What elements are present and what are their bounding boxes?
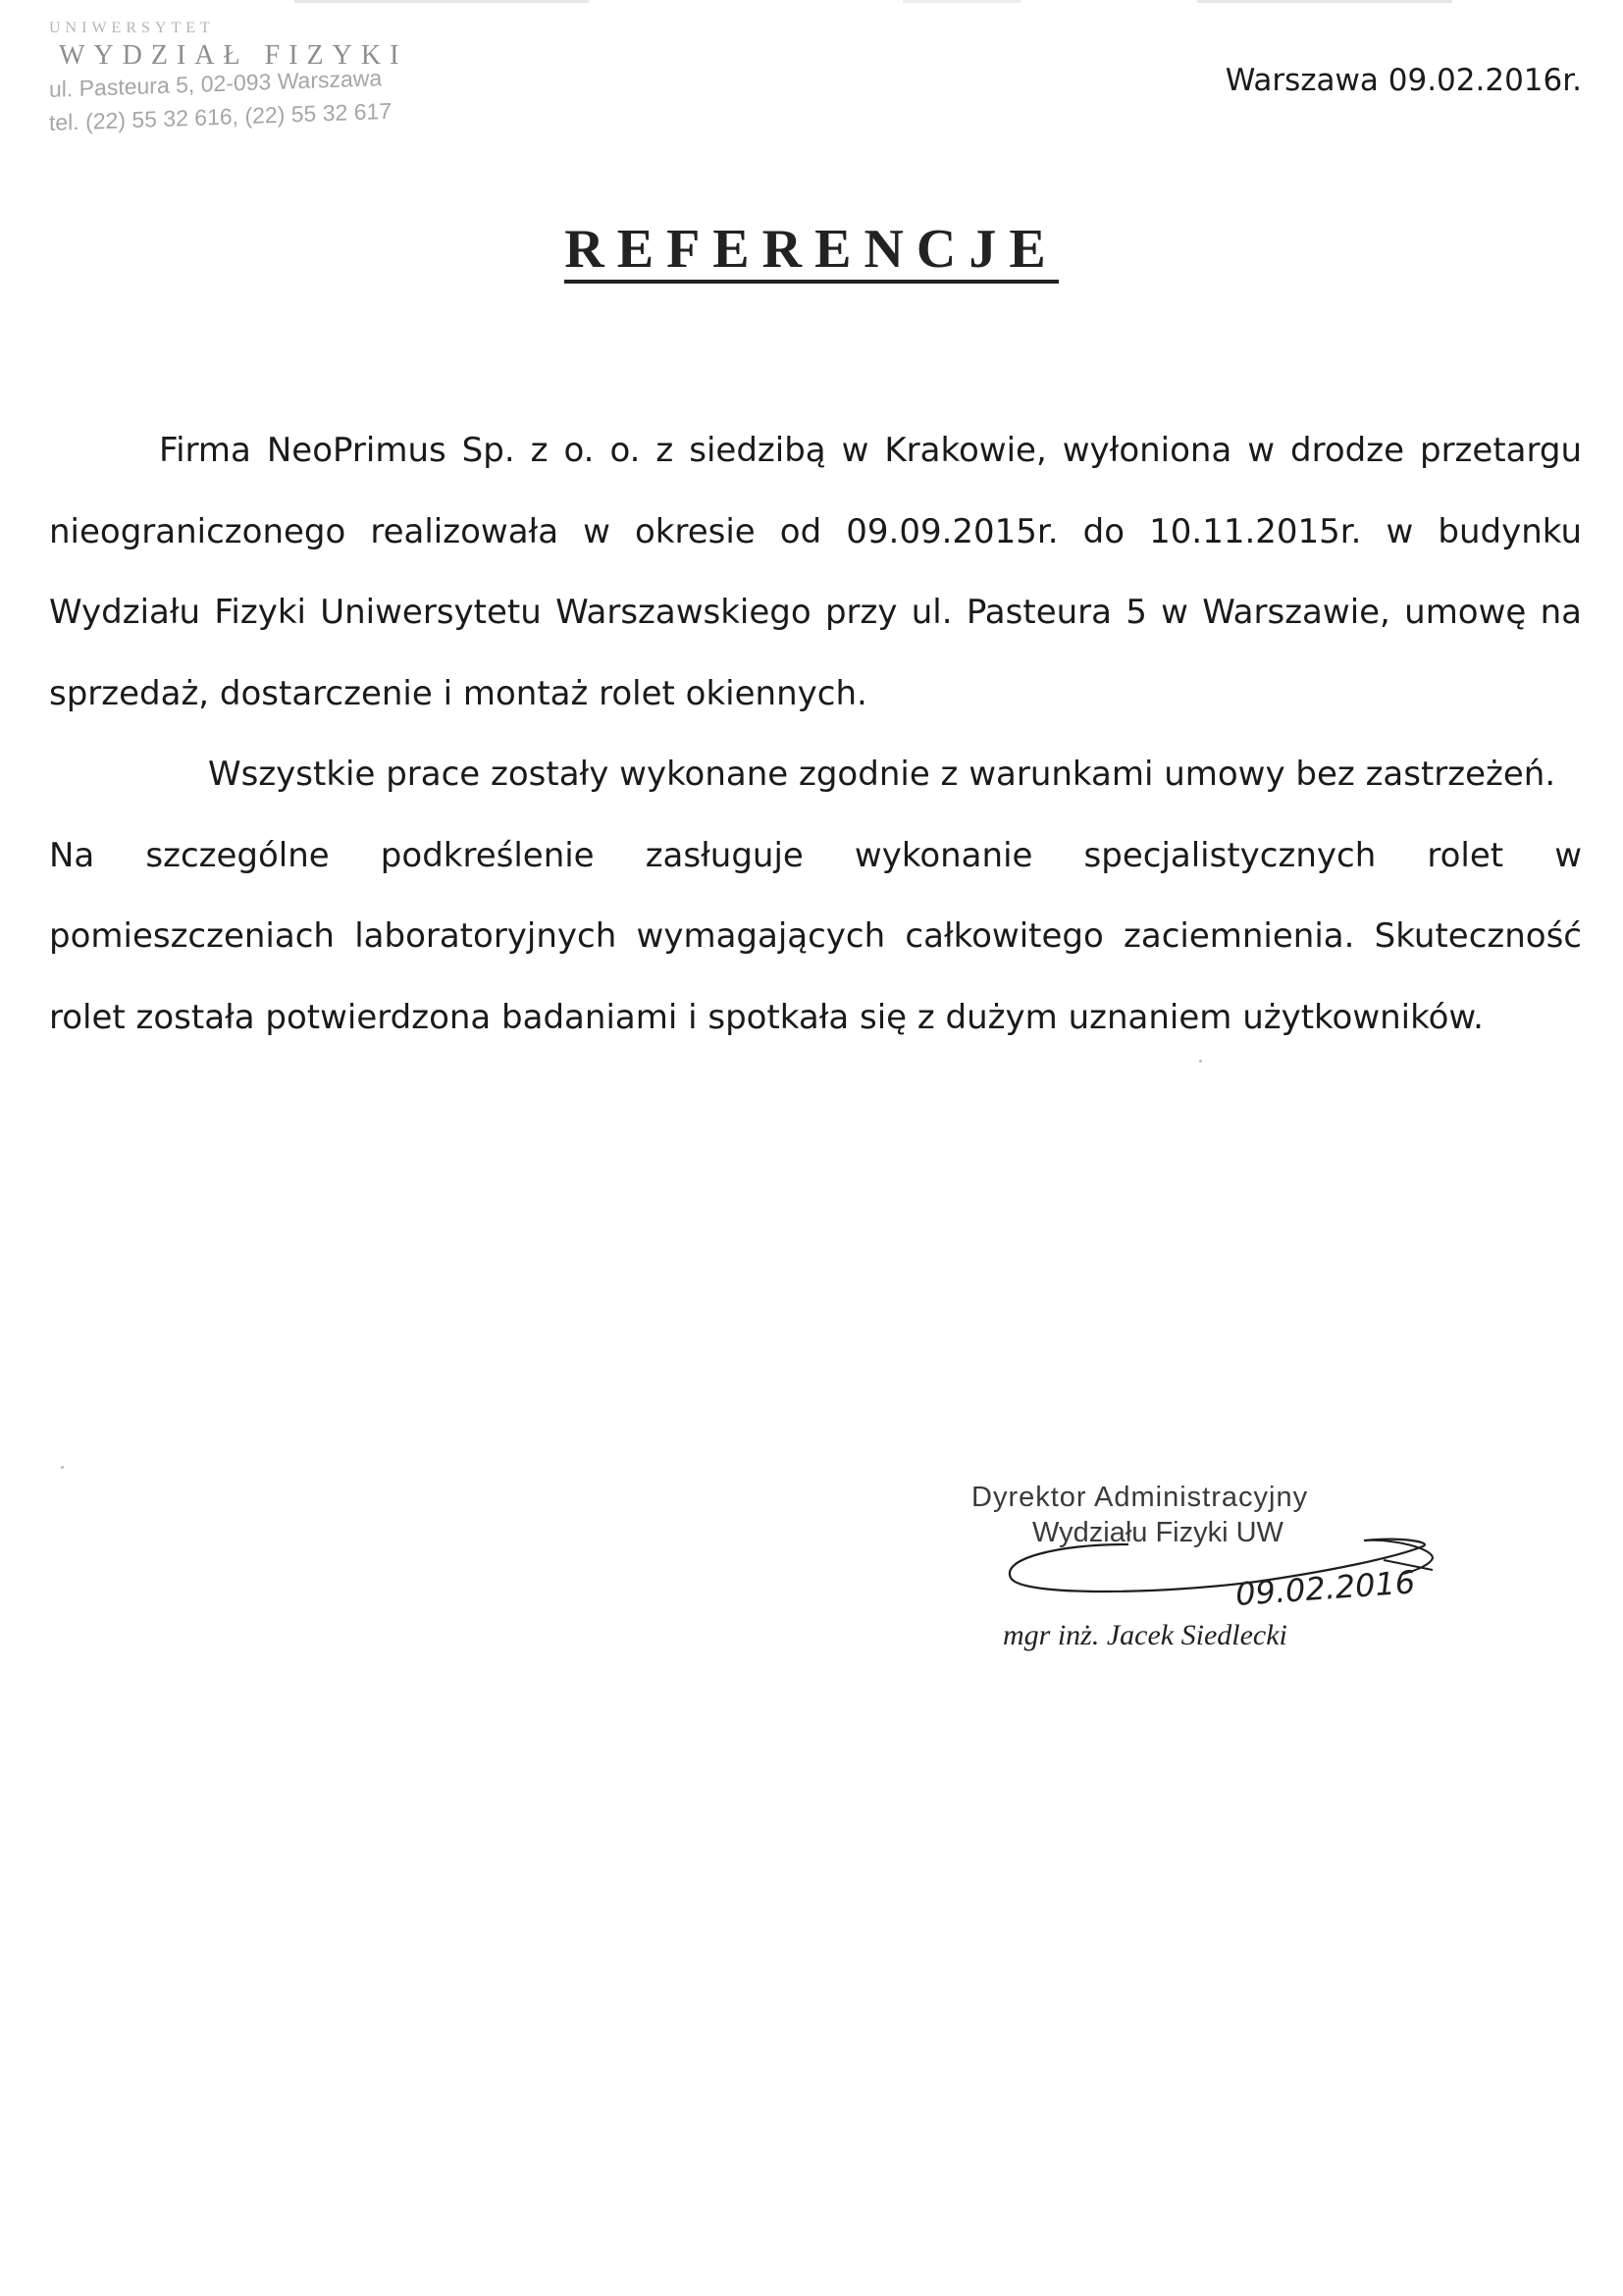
letter-date: Warszawa 09.02.2016r. [1225,63,1582,98]
handwritten-date: 09.02.2016 [1233,1563,1417,1613]
signature-block [971,1480,1482,1651]
letter-body [49,410,1582,1058]
document-title: REFERENCJE [564,219,1058,284]
scan-artifact [903,0,1021,3]
stamp-phone: tel. (22) 55 32 616, (22) 55 32 617 [49,97,393,135]
letterhead-stamp [49,18,461,139]
stamp-institution: WYDZIAŁ FIZYKI [59,40,408,71]
document-title-wrapper [0,218,1623,281]
paragraph-2: Wszystkie prace zostały wykonane zgodnie z warunkami umowy bez zastrzeżeń. [208,755,1556,794]
scan-artifact [1197,0,1452,3]
stamp-university: UNIWERSYTET [49,20,215,36]
signatory-name: mgr inż. Jacek Siedlecki [1003,1619,1287,1651]
paragraph-3: Na szczególne podkreślenie zasługuje wykonanie specjalistycznych rolet w pomieszczeniach laboratoryjnych wymagających całkowitego zaciemnienia. Skuteczność rolet została potwierdzona badaniami i spotkała się z dużym uznaniem użytkowników. [49,835,1582,1037]
signatory-department: Wydziału Fizyki UW [1032,1517,1283,1548]
stamp-address: ul. Pasteura 5, 02-093 Warszawa [49,65,383,102]
scan-speck [1199,1060,1202,1063]
paragraph-1: Firma NeoPrimus Sp. z o. o. z siedzibą w Krakowie, wyłoniona w drodze przetargu nieograniczonego realizowała w okresie od 09.09.2015r. do 10.11.2015r. w budynku Wydziału Fizyki Uniwersytetu Warszawskiego przy ul. Pasteura 5 w Warszawie, umowę na sprzedaż, dostarczenie i montaż rolet okiennych. [49,431,1582,713]
scan-speck [61,1466,64,1469]
scan-artifact [294,0,589,3]
signatory-role: Dyrektor Administracyjny [971,1482,1309,1513]
